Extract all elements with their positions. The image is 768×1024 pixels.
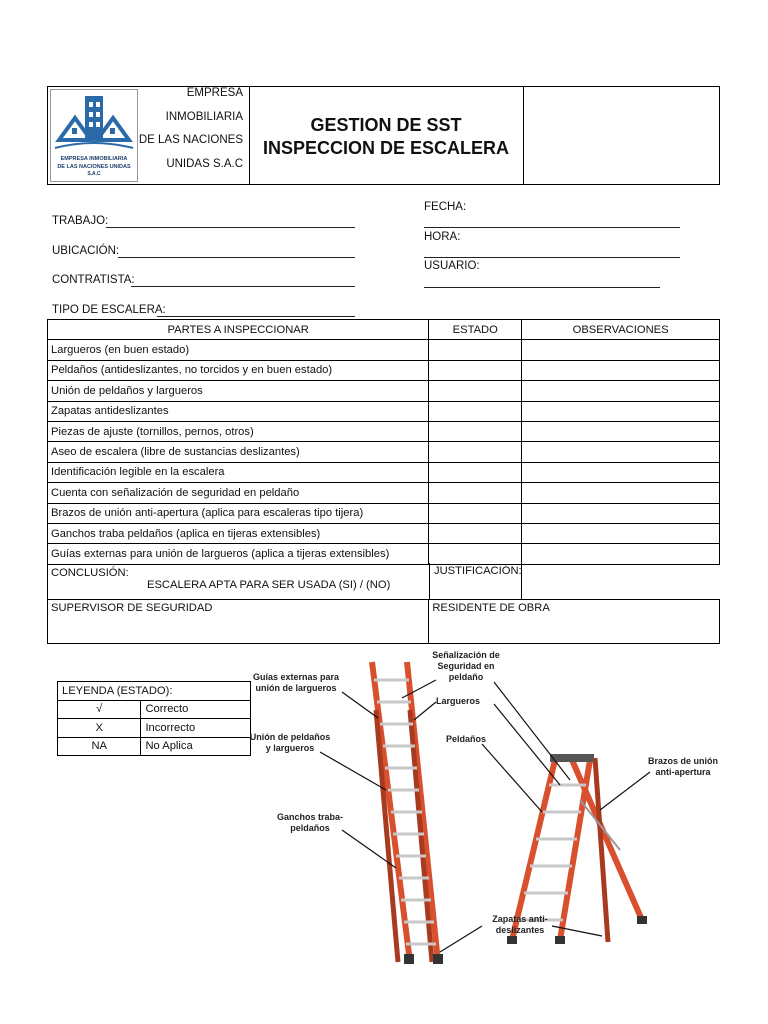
legend-row [58,719,251,738]
observaciones-cell[interactable] [522,340,720,360]
ubicacion-label: UBICACIÓN: [52,245,120,257]
legend-symbol: NA [58,737,141,756]
tipo-escalera-label: TIPO DE ESCALERA: [52,304,166,316]
conclusion-divider [429,563,430,599]
column-header: ESTADO [429,320,522,340]
estado-cell[interactable] [429,421,522,441]
observaciones-cell[interactable] [522,544,720,564]
estado-cell[interactable] [429,503,522,523]
diagram-label-guias: Guías externas para [252,672,340,682]
inspection-item: Cuenta con señalización de seguridad en peldaño [48,483,429,503]
ladder-diagram [250,640,730,980]
inspection-table [47,319,720,644]
legend-meaning: Incorrecto [141,719,251,738]
header-divider [523,87,524,184]
diagram-label-zapatas: Zapatas anti- [492,914,548,924]
table-header-row [48,320,720,340]
trabajo-label: TRABAJO: [52,215,109,227]
diagram-label-brazos: Brazos de unión [647,756,719,766]
document-header [47,86,720,185]
estado-cell[interactable] [429,381,522,401]
inspection-item: Unión de peldaños y largueros [48,381,429,401]
inspection-item: Largueros (en buen estado) [48,340,429,360]
title-line-2: INSPECCION DE ESCALERA [262,138,510,158]
observaciones-cell[interactable] [522,381,720,401]
extension-ladder-illustration [372,662,443,964]
contratista-line[interactable] [131,286,355,287]
diagram-label-senalizacion: peldaño [448,672,484,682]
tipo-escalera-line[interactable] [157,316,355,317]
column-header: PARTES A INSPECCIONAR [48,320,429,340]
contratista-label: CONTRATISTA: [52,274,135,286]
estado-cell[interactable] [429,483,522,503]
usuario-line[interactable] [424,287,660,288]
observaciones-cell[interactable] [522,442,720,462]
svg-text:DE LAS NACIONES UNIDAS: DE LAS NACIONES UNIDAS [57,164,131,170]
legend-row [58,700,251,719]
supervisor-label: SUPERVISOR DE SEGURIDAD [51,601,213,614]
document-title [250,114,522,160]
observaciones-cell[interactable] [522,503,720,523]
diagram-label-union: y largueros [265,743,315,753]
inspection-item: Zapatas antideslizantes [48,401,429,421]
diagram-label-largueros: Largueros [435,696,481,706]
diagram-label-peldanos: Peldaños [445,734,487,744]
legend-symbol: X [58,719,141,738]
inspection-item: Piezas de ajuste (tornillos, pernos, otros) [48,421,429,441]
observaciones-cell[interactable] [522,523,720,543]
diagram-label-brazos: anti-apertura [655,767,711,777]
observaciones-cell[interactable] [522,401,720,421]
conclusion-row [48,564,720,599]
hora-line[interactable] [424,257,680,258]
estado-cell[interactable] [429,544,522,564]
diagram-label-guias: unión de largueros [255,683,337,693]
observaciones-cell[interactable] [522,360,720,380]
estado-cell[interactable] [429,442,522,462]
legend-table [57,681,251,756]
diagram-label-senalizacion: Señalización de [432,650,500,660]
company-name-line: UNIDAS S.A.C [166,158,243,170]
company-name-line: INMOBILIARIA [165,111,243,123]
diagram-label-ganchos: Ganchos traba- [276,812,344,822]
table-row [48,442,720,462]
table-row [48,360,720,380]
inspection-item: Identificación legible en la escalera [48,462,429,482]
legend-meaning: No Aplica [141,737,251,756]
residente-cell[interactable] [429,599,720,643]
hora-label: HORA: [424,231,461,243]
legend-title: LEYENDA (ESTADO): [58,682,251,701]
diagram-label-senalizacion: Seguridad en [437,661,495,671]
ubicacion-line[interactable] [118,257,355,258]
observaciones-cell[interactable] [522,421,720,441]
estado-cell[interactable] [429,340,522,360]
legend-row [58,737,251,756]
table-row [48,503,720,523]
svg-text:S.A.C: S.A.C [87,171,101,177]
title-line-1: GESTION DE SST [310,115,462,135]
observaciones-cell[interactable] [522,483,720,503]
residente-label: RESIDENTE DE OBRA [432,601,550,614]
estado-cell[interactable] [429,360,522,380]
estado-cell[interactable] [429,523,522,543]
conclusion-label: CONCLUSIÓN: [51,566,129,579]
diagram-label-union: Unión de peldaños [250,732,331,742]
supervisor-cell[interactable] [48,599,429,643]
trabajo-line[interactable] [106,227,355,228]
usuario-label: USUARIO: [424,260,480,272]
estado-cell[interactable] [429,462,522,482]
legend-symbol: √ [58,700,141,719]
table-row [48,340,720,360]
observaciones-cell[interactable] [522,462,720,482]
justificacion-label: JUSTIFICACIÓN: [434,565,522,577]
legend-meaning: Correcto [141,700,251,719]
table-row [48,462,720,482]
table-row [48,421,720,441]
diagram-label-zapatas: deslizantes [495,925,545,935]
conclusion-text: ESCALERA APTA PARA SER USADA (SI) / (NO) [147,578,391,591]
table-row [48,523,720,543]
building-logo-icon [51,90,137,181]
table-row [48,401,720,421]
inspection-item: Peldaños (antideslizantes, no torcidos y en buen estado) [48,360,429,380]
svg-text:EMPRESA INMOBILIARIA: EMPRESA INMOBILIARIA [60,156,128,162]
company-name-line: DE LAS NACIONES [138,134,243,146]
inspection-item: Guías externas para unión de largueros (aplica a tijeras extensibles) [48,544,429,564]
diagram-label-ganchos: peldaños [290,823,330,833]
fecha-line[interactable] [424,227,680,228]
inspection-item: Aseo de escalera (libre de sustancias deslizantes) [48,442,429,462]
company-name-line: EMPRESA [186,87,243,99]
table-row [48,381,720,401]
table-row [48,544,720,564]
inspection-item: Ganchos traba peldaños (aplica en tijeras extensibles) [48,523,429,543]
estado-cell[interactable] [429,401,522,421]
company-logo [50,89,138,182]
signature-row [48,599,720,643]
inspection-item: Brazos de unión anti-apertura (aplica para escaleras tipo tijera) [48,503,429,523]
column-header: OBSERVACIONES [522,320,720,340]
table-row [48,483,720,503]
fecha-label: FECHA: [424,201,467,213]
